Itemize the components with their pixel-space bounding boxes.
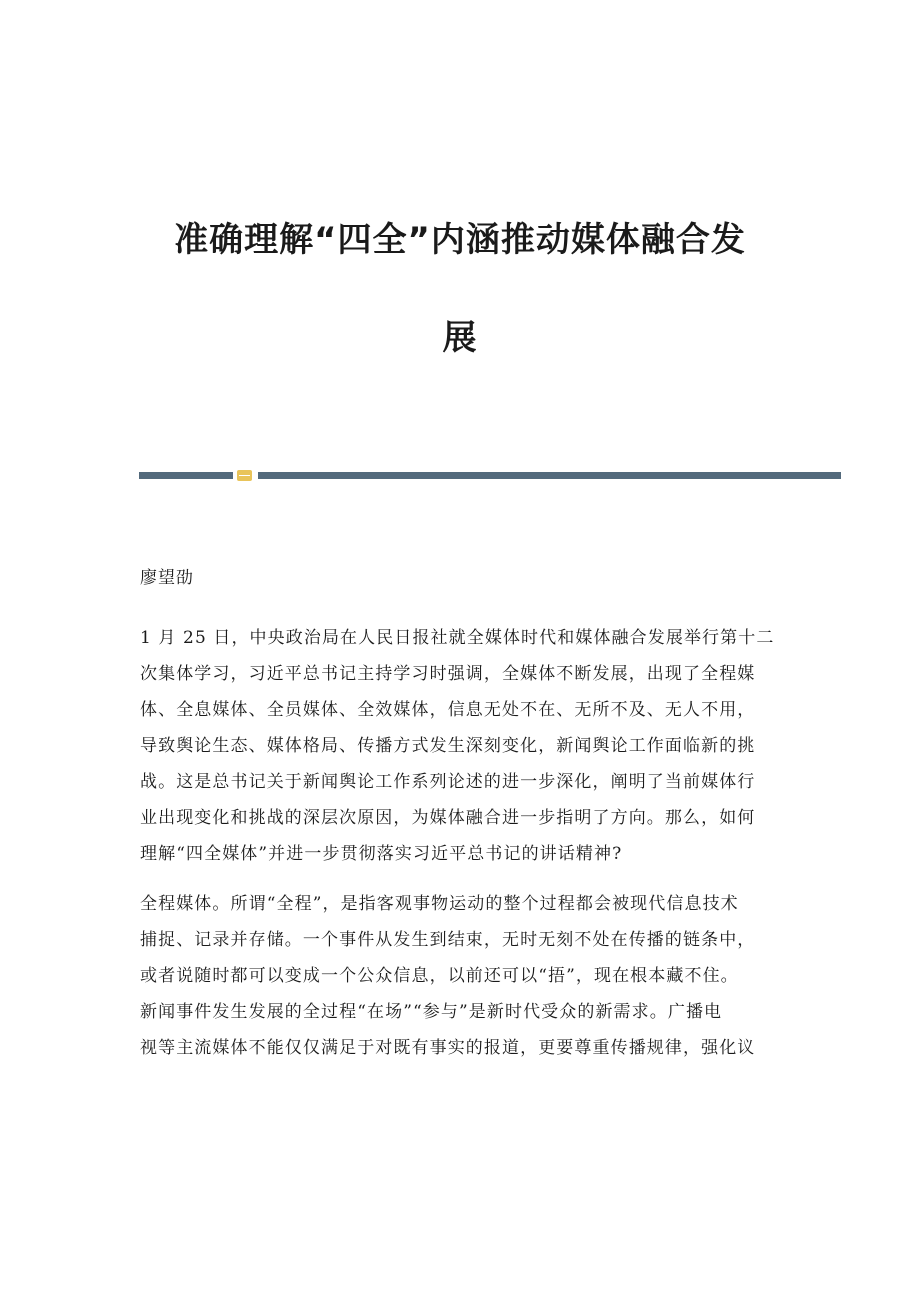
document-title-line-1: 准确理解“四全”内涵推动媒体融合发 xyxy=(174,220,746,260)
paragraph-line: 体、全息媒体、全员媒体、全效媒体，信息无处不在、无所不及、无人不用， xyxy=(140,700,756,720)
paragraph-line: 捕捉、记录并存储。一个事件从发生到结束，无时无刻不处在传播的链条中， xyxy=(140,930,756,950)
paragraph-line: 新闻事件发生发展的全过程“在场”“参与”是新时代受众的新需求。广播电 xyxy=(140,1002,723,1022)
title-divider xyxy=(139,470,841,482)
divider-bar-right xyxy=(258,472,841,479)
divider-bar-left xyxy=(139,472,233,479)
paragraph-line: 次集体学习，习近平总书记主持学习时强调，全媒体不断发展，出现了全程媒 xyxy=(140,664,756,684)
paragraph-line: 视等主流媒体不能仅仅满足于对既有事实的报道，更要尊重传播规律，强化议 xyxy=(140,1038,756,1058)
paragraph-2 xyxy=(140,886,780,1066)
article-body xyxy=(140,620,780,1066)
divider-ornament-icon xyxy=(237,470,252,481)
paragraph-line: 或者说随时都可以变成一个公众信息，以前还可以“捂”，现在根本藏不住。 xyxy=(140,966,739,986)
paragraph-line: 业出现变化和挑战的深层次原因，为媒体融合进一步指明了方向。那么，如何 xyxy=(140,808,756,828)
paragraph-line: 全程媒体。所谓“全程”，是指客观事物运动的整个过程都会被现代信息技术 xyxy=(140,894,739,914)
paragraph-line: 1 月 25 日，中央政治局在人民日报社就全媒体时代和媒体融合发展举行第十二 xyxy=(140,628,775,648)
paragraph-1 xyxy=(140,620,780,872)
paragraph-line: 导致舆论生态、媒体格局、传播方式发生深刻变化，新闻舆论工作面临新的挑 xyxy=(140,736,756,756)
paragraph-line: 理解“四全媒体”并进一步贯彻落实习近平总书记的讲话精神? xyxy=(140,844,623,864)
document-title-line-2: 展 xyxy=(442,318,478,358)
author-name: 廖望劭 xyxy=(140,568,194,588)
paragraph-line: 战。这是总书记关于新闻舆论工作系列论述的进一步深化，阐明了当前媒体行 xyxy=(140,772,756,792)
